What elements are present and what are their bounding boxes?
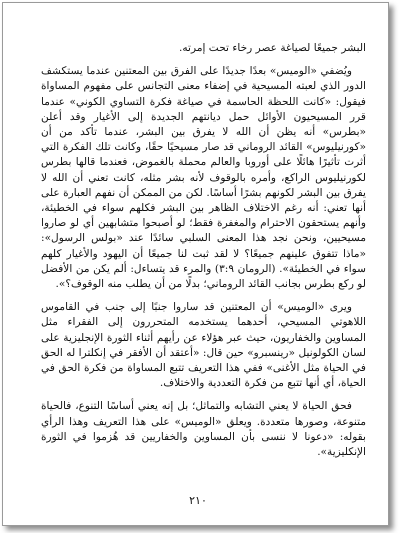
paragraph-gap (41, 292, 366, 300)
paragraph-gap (41, 56, 366, 64)
paragraph: ويُضفي «الوميس» بعدًا جديدًا على الفرق بين المعتنين عندما يستكشف الدور الذي لعبته المسيحية في إضفاء معنى التجانس على مفهوم المساواة فيقول: «كانت اللحظة الحاسمة في صياغة فكرة التساوي الكوني» عندما قرر المسيحيون الأوائل حمل ديانتهم الجديدة إلى الأغيار وقد أعلن «بطرس» أنه يظن أن الله لا يفرق بين البشر، عندما تأكد من أن «كورنيليوس» القائد الروماني قد صار مسيحيًا حقًا، وكانت تلك الفكرة التي أثرت تأثيرًا هائلًا على أوروبا والعالم محملة بالغموض، فعندما قالها بطرس لكورنيليوس الراكع، وأمره بالوقوف لأنه بشر مثله، كانت تعني أن الله لا يفرق بين البشر لكونهم بشرًا أساسًا. لكن من الممكن أن نفهم العبارة على أنها تعني: أنه رغم الاختلاف الظاهر بين البشر فكلهم سواء في الخطيئة، وأنهم يستحقون الاحترام والمغفرة فقط؛ لو أصبحوا متشابهين أي لو صاروا مسيحيين، ونحن نجد هذا المعنى السلبي سائدًا عند «بولس الرسول»: «ماذا تتفوق علينهم جميعًا؟ لا لقد ثبت لنا جميعًا أن اليهود والأغيار كلهم سواء في الخطيئة». (الرومان ٣:٩) والمرء قد يتساءل: ألم يكن من الأفضل لو ركع بطرس بجانب القائد الروماني؛ بدلًا من أن يطلب منه الوقوف؟». (41, 65, 366, 291)
paragraph: ويرى «الوميس» أن المعتنين قد ساروا جنبًا إلى جنب في القاموس اللاهوتي المسيحي، أحدهما يستخدمه المتحررون إلى الفقراء مثل المساوين والخفاريون، حيث عبر هؤلاء عن رأيهم أثناء الثورة الإنجليزية على لسان الكولونيل «رينسبرو» حين قال: «أعتقد أن الأفقر في إنكلترا له الحق في الحياة مثل الأغنى» ففي هذا التعريف تتبع المساواة من فكرة الحق في الحياة، أي أنها تتبع من فكرة التعددية والاختلاف. (41, 301, 366, 390)
paragraph-gap (41, 391, 366, 399)
paragraph-continuation: البشر جميعًا لصياغة عصر رخاء تحت إمرته. (178, 42, 366, 54)
body-text (41, 41, 366, 460)
paragraph: فحق الحياة لا يعني التشابه والتماثل؛ بل إنه يعني أساسًا التنوع، فالحياة متنوعة، وصورها متعددة. ويعلق «الوميس» على هذا التعريف وهذا الرأي بقوله: «دعونا لا ننسى بأن المساوين والخفاريين قد هُزموا في الثورة الإنكليزية». (41, 400, 366, 459)
page-number: ٢١٠ (189, 494, 207, 507)
page-frame (2, 2, 389, 526)
